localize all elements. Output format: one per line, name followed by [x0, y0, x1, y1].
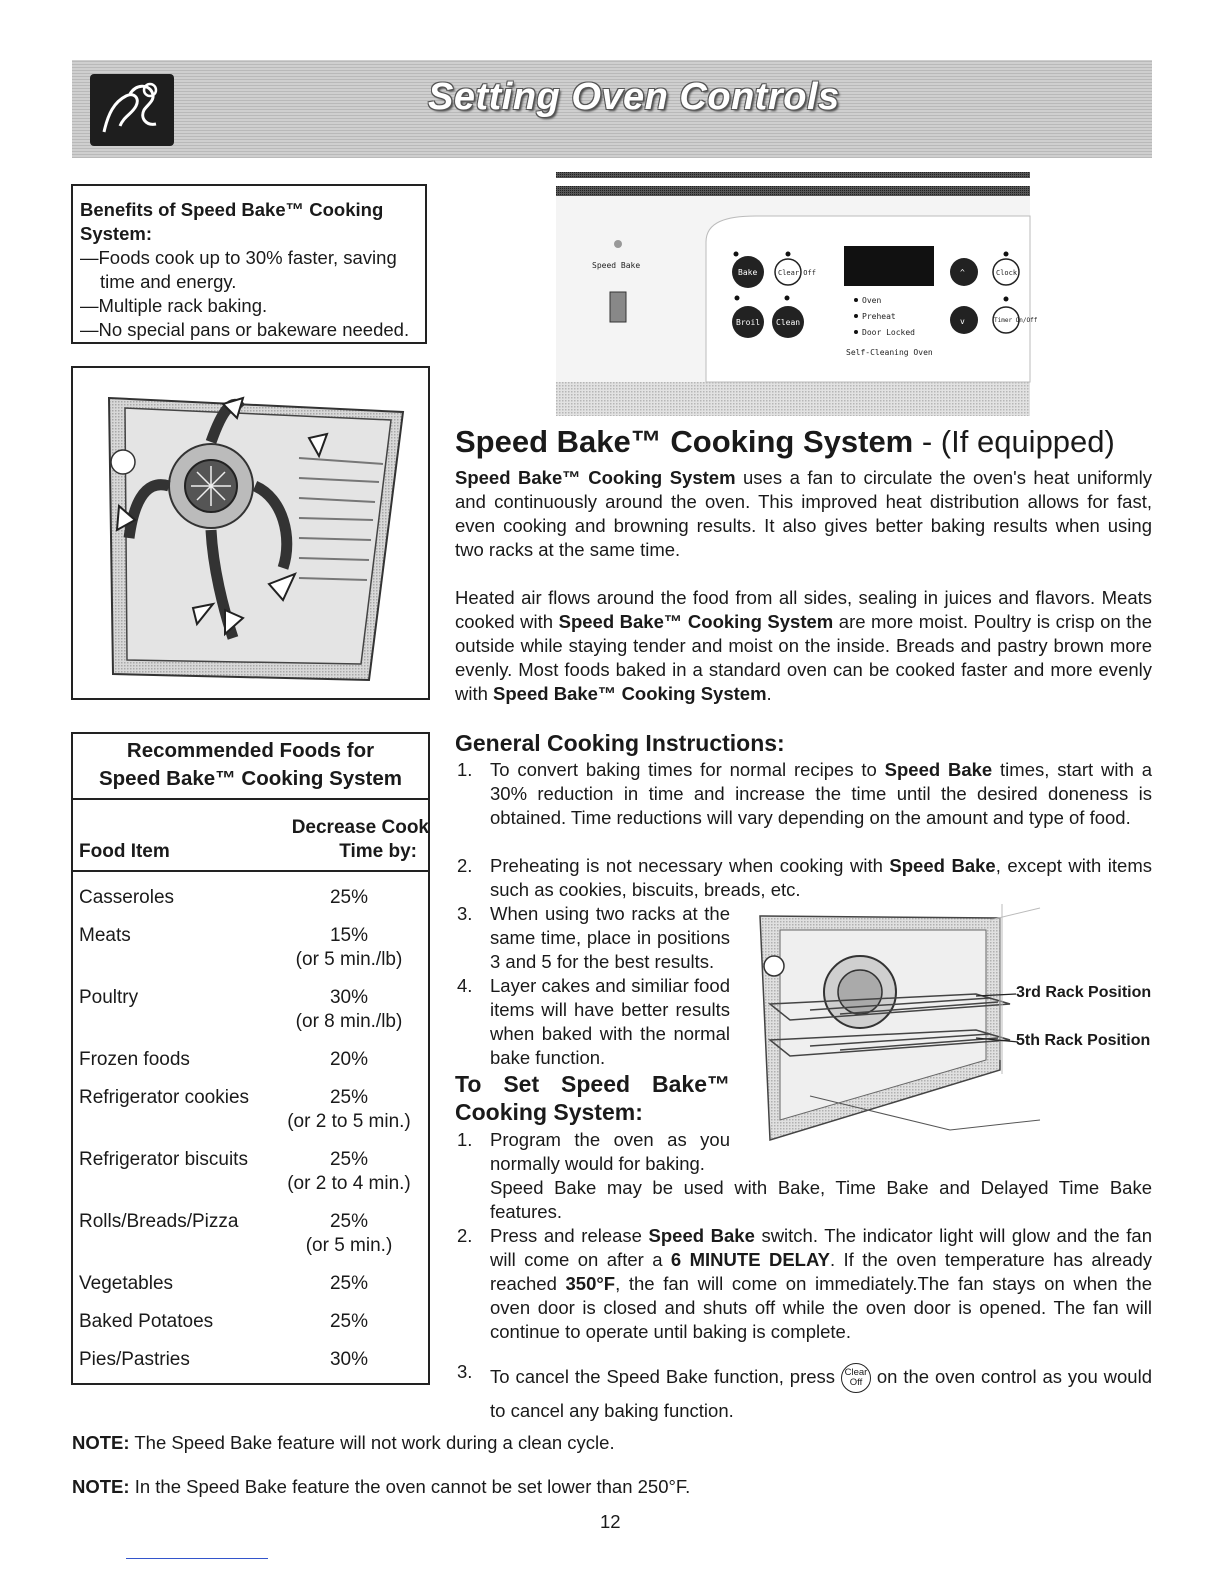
list-number: 3.: [457, 903, 473, 924]
decrease-note-cell: (or 2 to 4 min.): [287, 1173, 411, 1194]
text-run: Press and release: [490, 1225, 649, 1246]
clear-off-button-icon: Clear Off: [841, 1363, 871, 1393]
text-run: To cancel the Speed Bake function, press: [490, 1366, 841, 1387]
instruction-2: [490, 854, 1152, 902]
decrease-note-cell: (or 5 min.): [305, 1235, 393, 1256]
benefit-item: —Foods cook up to 30% faster, saving time and energy.: [80, 247, 397, 292]
benefit-item: —No special pans or bakeware needed.: [80, 319, 410, 340]
text-run: Heated air flows around the food from all sides, sealing in juices and flavors. Meats cooked with: [455, 587, 1152, 632]
text-run: times, start with a 30% reduction in time and increase the time until the desired doneness is obtained. Time reductions will vary depending on the amount and type of food.: [490, 759, 1152, 828]
text-run: . If the oven temperature has already reached: [490, 1249, 1152, 1294]
food-item-cell: Refrigerator cookies: [79, 1087, 250, 1108]
indicator-preheat: Preheat: [862, 312, 896, 321]
food-item-cell: Casseroles: [79, 887, 175, 908]
heading-text: Speed Bake™ Cooking System: [455, 424, 914, 459]
bold-run: Speed Bake™ Cooking System: [558, 611, 834, 632]
decrease-value-cell: 25%: [329, 1087, 369, 1108]
indicator-oven: Oven: [862, 296, 882, 305]
broil-key-label: Broil: [736, 318, 761, 327]
intro-rest: uses a fan to circulate the oven's heat uniformly and continuously around the oven. This improved heat distribution allows for fast, even cooking and browning results. It also gives better baking results when using two racks at the same time.: [455, 467, 1152, 560]
table-column-headers: [73, 802, 428, 872]
speed-bake-label: Speed Bake: [592, 261, 641, 270]
decrease-value-cell: 25%: [329, 1311, 369, 1332]
note-label: NOTE:: [72, 1476, 130, 1497]
decrease-value-cell: 25%: [329, 1149, 369, 1170]
text-run: , except with items such as cookies, biscuits, breads, etc.: [490, 855, 1152, 900]
set-step-3: [490, 1360, 1152, 1428]
list-number: 4.: [457, 975, 473, 996]
rack-5-label: 5th Rack Position: [1016, 1032, 1151, 1049]
clean-key-label: Clean: [776, 318, 801, 327]
food-item-cell: Frozen foods: [79, 1049, 190, 1070]
col-decrease-header-1: Decrease Cook: [291, 817, 429, 838]
benefit-item: —Multiple rack baking.: [80, 295, 268, 316]
decrease-value-cell: 20%: [329, 1049, 369, 1070]
list-number: 3.: [457, 1361, 473, 1382]
decrease-note-cell: (or 8 min./lb): [295, 1011, 403, 1032]
text-run: .: [766, 683, 772, 704]
food-item-cell: Baked Potatoes: [79, 1311, 214, 1332]
footer-line: [126, 1558, 268, 1559]
instruction-1: [490, 758, 1152, 830]
note-1: [72, 1431, 615, 1455]
text-run: To convert baking times for normal recipes to: [490, 759, 885, 780]
bold-run: Speed Bake: [648, 1225, 755, 1246]
list-number: 1.: [457, 1129, 473, 1150]
set-speed-bake-heading: To Set Speed Bake™ Cooking System:: [455, 1071, 730, 1125]
table-title-line: Speed Bake™ Cooking System: [98, 767, 403, 790]
decrease-value-cell: 25%: [329, 1273, 369, 1294]
instruction-3: When using two racks at the same time, place in positions 3 and 5 for the best results.: [490, 903, 730, 972]
decrease-value-cell: 30%: [329, 1349, 369, 1370]
clock-key-label: Clock: [996, 269, 1018, 277]
rack-position-illustration: [750, 900, 1150, 1150]
set-step-2: [490, 1224, 1152, 1344]
intro-lead: Speed Bake™ Cooking System: [455, 467, 736, 488]
intro-paragraph: [455, 466, 1152, 562]
page-number: 12: [600, 1511, 621, 1532]
table-title-line: Recommended Foods for: [126, 739, 375, 762]
bake-key-label: Bake: [738, 268, 758, 277]
bold-run: 6 MINUTE DELAY: [670, 1249, 830, 1270]
table-title: [73, 734, 428, 800]
convection-fan-illustration: [71, 366, 430, 700]
down-key-label: v: [960, 317, 965, 326]
bold-run: Speed Bake: [889, 855, 996, 876]
food-item-cell: Meats: [79, 925, 131, 946]
recommended-foods-table: [71, 732, 430, 1385]
note-text: In the Speed Bake feature the oven cannot be set lower than 250°F.: [129, 1476, 691, 1497]
timer-key-label: Timer On/Off: [994, 317, 1038, 324]
self-cleaning-label: Self-Cleaning Oven: [846, 348, 933, 357]
clear-off-key-label: Clear Off: [778, 269, 816, 277]
text-run: , the fan will come on immediately.The fan stays on when the oven door is closed and shuts off while the oven door is opened. The fan will continue to operate until baking is complete.: [490, 1273, 1152, 1342]
col-decrease-header-2: Time by:: [339, 841, 417, 862]
text-run: switch. The indicator light will glow and the fan will come on after a: [490, 1225, 1152, 1270]
col-food-header: Food Item: [79, 841, 170, 862]
list-number: 2.: [457, 855, 473, 876]
list-number: 1.: [457, 759, 473, 780]
food-item-cell: Rolls/Breads/Pizza: [79, 1211, 239, 1232]
page-title: Setting Oven Controls: [428, 76, 840, 118]
control-panel-illustration: [556, 172, 1038, 416]
benefits-box: [71, 184, 427, 344]
note-2: [72, 1475, 690, 1499]
food-item-cell: Vegetables: [79, 1273, 174, 1294]
instruction-4: Layer cakes and similiar food items will have better results when baked with the normal bake function.: [490, 975, 730, 1068]
food-item-cell: Pies/Pastries: [79, 1349, 190, 1370]
set-step-1a: Program the oven as you normally would for baking.: [490, 1129, 730, 1174]
text-run: on the oven control as you would to cancel any baking function.: [490, 1366, 1152, 1421]
rack-3-label: 3rd Rack Position: [1016, 984, 1152, 1001]
speed-bake-heading: [455, 424, 1115, 460]
set-step-1b: Speed Bake may be used with Bake, Time Bake and Delayed Time Bake features.: [490, 1177, 1152, 1222]
bold-run: Speed Bake™ Cooking System: [493, 683, 767, 704]
decrease-value-cell: 30%: [329, 987, 369, 1008]
decrease-value-cell: 25%: [329, 1211, 369, 1232]
up-key-label: ^: [960, 268, 965, 277]
oven-controls-icon: [90, 74, 174, 146]
note-label: NOTE:: [72, 1432, 130, 1453]
decrease-value-cell: 25%: [329, 887, 369, 908]
heading-suffix: - (If equipped): [913, 424, 1115, 459]
benefits-title: Benefits of Speed Bake™ Cooking System:: [80, 199, 384, 244]
decrease-note-cell: (or 2 to 5 min.): [287, 1111, 411, 1132]
food-item-cell: Refrigerator biscuits: [79, 1149, 248, 1170]
indicator-door-locked: Door Locked: [862, 328, 915, 337]
bold-run: 350°F: [565, 1273, 616, 1294]
text-run: Preheating is not necessary when cooking with: [490, 855, 890, 876]
list-number: 2.: [457, 1225, 473, 1246]
general-instructions-heading: General Cooking Instructions:: [455, 730, 785, 756]
note-text: The Speed Bake feature will not work during a clean cycle.: [129, 1432, 615, 1453]
text-run: are more moist. Poultry is crisp on the outside while staying tender and moist on the inside. Breads and pastry brown more evenly. Most foods baked in a standard oven can be cooked faster and more evenly with: [455, 611, 1152, 704]
bold-run: Speed Bake: [884, 759, 993, 780]
benefits-paragraph: [455, 586, 1152, 706]
decrease-note-cell: (or 5 min./lb): [295, 949, 403, 970]
food-item-cell: Poultry: [79, 987, 139, 1008]
decrease-value-cell: 15%: [329, 925, 369, 946]
